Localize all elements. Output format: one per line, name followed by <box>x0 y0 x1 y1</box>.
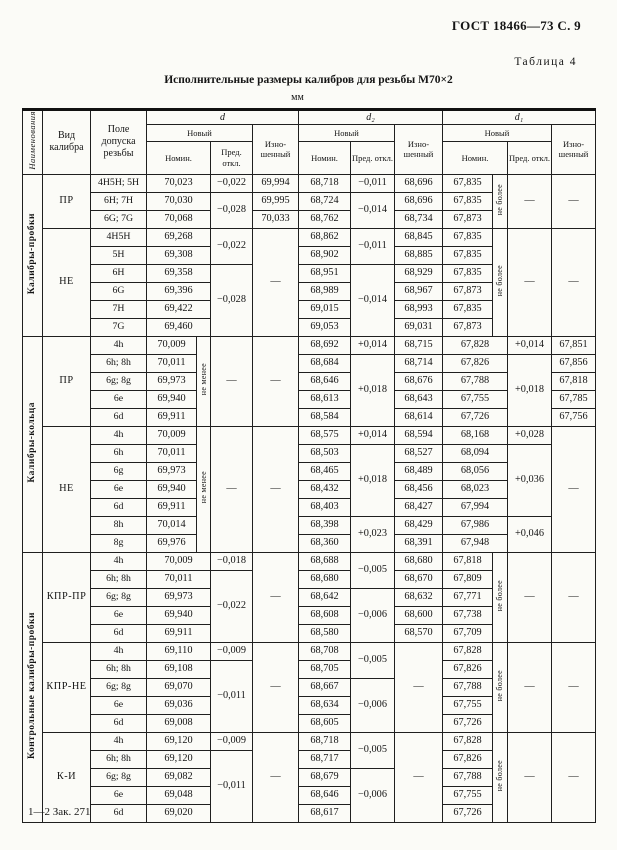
d2-nominal-cell: 69,015 <box>299 300 351 318</box>
table-row <box>23 336 596 354</box>
tolerance-field-cell: 6e <box>91 606 147 624</box>
d1-nominal-cell: 67,835 <box>443 264 493 282</box>
d2-worn-cell: 68,929 <box>395 264 443 282</box>
d1-nominal-cell: 67,873 <box>443 318 493 336</box>
tolerance-field-cell: 6g; 8g <box>91 588 147 606</box>
d-nominal-cell: 69,911 <box>147 624 211 642</box>
table-row <box>23 642 596 660</box>
d2-worn-cell: 68,391 <box>395 534 443 552</box>
d-worn-cell: — <box>253 552 299 642</box>
d2-nominal-cell: 68,684 <box>299 354 351 372</box>
d1-nominal-cell: 67,948 <box>443 534 508 552</box>
d-deviation-cell: −0,028 <box>211 264 253 336</box>
d-nominal-cell: 70,009 <box>147 336 197 354</box>
d1-nominal-cell: 67,709 <box>443 624 493 642</box>
gauge-type-cell: ПР <box>43 174 91 228</box>
tolerance-field-cell: 6e <box>91 480 147 498</box>
d-nominal-cell: 69,422 <box>147 300 211 318</box>
header-d1-nominal: Номин. <box>443 141 508 174</box>
d-nominal-cell: 69,110 <box>147 642 211 660</box>
d1-nominal-cell: 67,755 <box>443 390 508 408</box>
d-nominal-cell: 70,011 <box>147 570 211 588</box>
d1-nominal-cell: 67,835 <box>443 174 493 192</box>
d-note-rotated: не менее <box>197 336 211 426</box>
d-deviation-cell: −0,009 <box>211 732 253 750</box>
header-tolerance-field: Поле допуска резьбы <box>91 110 147 175</box>
d2-worn-cell: 68,993 <box>395 300 443 318</box>
d2-nominal-cell: 68,862 <box>299 228 351 246</box>
header-d1: d₁ <box>443 110 596 125</box>
d2-worn-cell: — <box>395 732 443 822</box>
d-nominal-cell: 69,120 <box>147 732 211 750</box>
d2-worn-cell: 68,429 <box>395 516 443 534</box>
d1-deviation-cell: — <box>508 552 552 642</box>
gauge-type-cell: НЕ <box>43 228 91 336</box>
d-nominal-cell: 70,009 <box>147 426 197 444</box>
d-note-rotated: не менее <box>197 426 211 552</box>
table-row <box>23 552 596 570</box>
d1-worn-cell: 67,756 <box>552 408 596 426</box>
header-d1-deviation: Пред. откл. <box>508 141 552 174</box>
d1-nominal-cell: 67,835 <box>443 300 493 318</box>
d2-deviation-cell: +0,018 <box>351 444 395 516</box>
tolerance-field-cell: 6d <box>91 714 147 732</box>
d1-nominal-cell: 67,755 <box>443 786 493 804</box>
d-deviation-cell: — <box>211 336 253 426</box>
d-deviation-cell: −0,022 <box>211 570 253 642</box>
d1-deviation-cell: +0,014 <box>508 336 552 354</box>
d2-nominal-cell: 68,718 <box>299 174 351 192</box>
tolerance-field-cell: 6H <box>91 264 147 282</box>
d1-worn-cell: 67,856 <box>552 354 596 372</box>
d1-nominal-cell: 68,056 <box>443 462 508 480</box>
tolerance-field-cell: 6h; 8h <box>91 750 147 768</box>
d2-worn-cell: 69,031 <box>395 318 443 336</box>
table-row <box>23 228 596 246</box>
d1-nominal-cell: 67,986 <box>443 516 508 534</box>
d1-nominal-cell: 67,771 <box>443 588 493 606</box>
d2-nominal-cell: 68,584 <box>299 408 351 426</box>
d-nominal-cell: 69,940 <box>147 390 197 408</box>
d-deviation-cell: −0,018 <box>211 552 253 570</box>
d1-nominal-cell: 67,828 <box>443 336 508 354</box>
tolerance-field-cell: 4h <box>91 732 147 750</box>
d1-deviation-cell: +0,018 <box>508 354 552 426</box>
d-deviation-cell: −0,009 <box>211 642 253 660</box>
d-nominal-cell: 69,268 <box>147 228 211 246</box>
d1-deviation-cell: — <box>508 174 552 228</box>
d2-deviation-cell: −0,006 <box>351 768 395 822</box>
doc-reference: ГОСТ 18466—73 С. 9 <box>451 18 581 33</box>
d2-worn-cell: 68,734 <box>395 210 443 228</box>
d-worn-cell: 69,995 <box>253 192 299 210</box>
d1-nominal-cell: 67,873 <box>443 282 493 300</box>
table-row <box>23 516 596 534</box>
d2-nominal-cell: 68,642 <box>299 588 351 606</box>
d-nominal-cell: 70,023 <box>147 174 211 192</box>
d2-worn-cell: 68,600 <box>395 606 443 624</box>
tolerance-field-cell: 6g; 8g <box>91 372 147 390</box>
d2-nominal-cell: 68,762 <box>299 210 351 228</box>
d2-nominal-cell: 68,989 <box>299 282 351 300</box>
d2-worn-cell: 68,456 <box>395 480 443 498</box>
tolerance-field-cell: 6e <box>91 390 147 408</box>
header-d1-new: Новый <box>443 125 552 142</box>
d1-deviation-cell: — <box>508 228 552 336</box>
d2-nominal-cell: 68,646 <box>299 372 351 390</box>
d-nominal-cell: 69,973 <box>147 372 197 390</box>
d2-nominal-cell: 68,360 <box>299 534 351 552</box>
d2-deviation-cell: −0,011 <box>351 228 395 264</box>
d1-note-rotated: не более <box>493 552 508 642</box>
d2-worn-cell: 68,676 <box>395 372 443 390</box>
header-gauge-type: Вид калибра <box>43 110 91 175</box>
d2-nominal-cell: 68,617 <box>299 804 351 822</box>
d2-worn-cell: 68,715 <box>395 336 443 354</box>
d1-nominal-cell: 67,726 <box>443 714 493 732</box>
d2-nominal-cell: 68,708 <box>299 642 351 660</box>
header-d2-deviation: Пред. откл. <box>351 141 395 174</box>
d1-note-rotated: не более <box>493 642 508 732</box>
d1-worn-cell: — <box>552 228 596 336</box>
d1-note-rotated: не более <box>493 732 508 822</box>
d2-nominal-cell: 68,718 <box>299 732 351 750</box>
d-worn-cell: — <box>253 228 299 336</box>
d1-nominal-cell: 67,788 <box>443 768 493 786</box>
gauge-type-cell: КПР-ПР <box>43 552 91 642</box>
d1-nominal-cell: 67,828 <box>443 732 493 750</box>
tolerance-field-cell: 7H <box>91 300 147 318</box>
tolerance-field-cell: 4H5H; 5H <box>91 174 147 192</box>
d2-deviation-cell: −0,005 <box>351 552 395 588</box>
d1-nominal-cell: 67,809 <box>443 570 493 588</box>
units-label: мм <box>291 92 304 103</box>
tolerance-field-cell: 4h <box>91 552 147 570</box>
tolerance-field-cell: 6G; 7G <box>91 210 147 228</box>
d2-nominal-cell: 68,465 <box>299 462 351 480</box>
d2-nominal-cell: 68,667 <box>299 678 351 696</box>
d2-worn-cell: 68,632 <box>395 588 443 606</box>
d1-nominal-cell: 67,835 <box>443 246 493 264</box>
d1-nominal-cell: 67,788 <box>443 372 508 390</box>
tolerance-field-cell: 6e <box>91 696 147 714</box>
table-row <box>23 426 596 444</box>
d-nominal-cell: 69,120 <box>147 750 211 768</box>
d1-nominal-cell: 68,168 <box>443 426 508 444</box>
d-nominal-cell: 69,070 <box>147 678 211 696</box>
d-worn-cell: — <box>253 732 299 822</box>
d1-worn-cell: — <box>552 642 596 732</box>
header-d1-worn: Изно-шенный <box>552 125 596 175</box>
gauge-type-cell: К-И <box>43 732 91 822</box>
tolerance-field-cell: 8h <box>91 516 147 534</box>
table-row <box>23 732 596 750</box>
d1-nominal-cell: 67,738 <box>443 606 493 624</box>
header-d-deviation: Пред. откл. <box>211 141 253 174</box>
tolerance-field-cell: 6d <box>91 498 147 516</box>
d-nominal-cell: 69,973 <box>147 588 211 606</box>
d1-deviation-cell: — <box>508 642 552 732</box>
gauge-type-cell: КПР-НЕ <box>43 642 91 732</box>
d-deviation-cell: −0,011 <box>211 750 253 822</box>
d-nominal-cell: 69,911 <box>147 408 197 426</box>
d1-nominal-cell: 67,835 <box>443 192 493 210</box>
tolerance-field-cell: 8g <box>91 534 147 552</box>
d-nominal-cell: 69,940 <box>147 606 211 624</box>
tolerance-field-cell: 6h; 8h <box>91 570 147 588</box>
d1-nominal-cell: 67,828 <box>443 642 493 660</box>
d2-deviation-cell: −0,005 <box>351 642 395 678</box>
d2-nominal-cell: 68,432 <box>299 480 351 498</box>
d1-worn-cell: — <box>552 174 596 228</box>
tolerance-field-cell: 6h; 8h <box>91 354 147 372</box>
d1-nominal-cell: 67,826 <box>443 354 508 372</box>
d2-worn-cell: 68,570 <box>395 624 443 642</box>
d2-nominal-cell: 68,705 <box>299 660 351 678</box>
d2-deviation-cell: −0,014 <box>351 192 395 228</box>
d2-worn-cell: 68,696 <box>395 192 443 210</box>
tolerance-field-cell: 6H; 7H <box>91 192 147 210</box>
tolerance-field-cell: 4h <box>91 642 147 660</box>
tolerance-field-cell: 6h; 8h <box>91 660 147 678</box>
d-nominal-cell: 69,008 <box>147 714 211 732</box>
d-nominal-cell: 69,358 <box>147 264 211 282</box>
table-title: Исполнительные размеры калибров для резьбы М70×2 <box>164 74 453 86</box>
d-worn-cell: — <box>253 426 299 552</box>
d2-worn-cell: 68,670 <box>395 570 443 588</box>
header-d: d <box>147 110 299 125</box>
d1-nominal-cell: 68,023 <box>443 480 508 498</box>
d-nominal-cell: 70,009 <box>147 552 211 570</box>
d-nominal-cell: 69,048 <box>147 786 211 804</box>
d2-nominal-cell: 68,688 <box>299 552 351 570</box>
d1-worn-cell: — <box>552 426 596 552</box>
d2-deviation-cell: −0,006 <box>351 678 395 732</box>
tolerance-field-cell: 7G <box>91 318 147 336</box>
gauge-type-cell: ПР <box>43 336 91 426</box>
d1-nominal-cell: 67,994 <box>443 498 508 516</box>
d2-worn-cell: 68,845 <box>395 228 443 246</box>
d-deviation-cell: −0,022 <box>211 174 253 192</box>
header-naming: Наименования <box>23 110 43 175</box>
d2-nominal-cell: 68,679 <box>299 768 351 786</box>
d-nominal-cell: 69,911 <box>147 498 197 516</box>
header-d2-nominal: Номин. <box>299 141 351 174</box>
d1-nominal-cell: 67,788 <box>443 678 493 696</box>
d2-worn-cell: 68,427 <box>395 498 443 516</box>
d2-nominal-cell: 69,053 <box>299 318 351 336</box>
d2-worn-cell: 68,680 <box>395 552 443 570</box>
d2-worn-cell: 68,527 <box>395 444 443 462</box>
d2-nominal-cell: 68,680 <box>299 570 351 588</box>
d-nominal-cell: 69,976 <box>147 534 197 552</box>
d1-nominal-cell: 67,873 <box>443 210 493 228</box>
d2-worn-cell: 68,696 <box>395 174 443 192</box>
tolerance-field-cell: 4h <box>91 336 147 354</box>
d2-nominal-cell: 68,580 <box>299 624 351 642</box>
tolerance-field-cell: 6e <box>91 786 147 804</box>
d2-nominal-cell: 68,503 <box>299 444 351 462</box>
tolerance-field-cell: 4h <box>91 426 147 444</box>
d1-deviation-cell: — <box>508 732 552 822</box>
d-deviation-cell: −0,011 <box>211 660 253 732</box>
section-label: Контрольные калибры-пробки <box>23 552 43 822</box>
d2-nominal-cell: 68,403 <box>299 498 351 516</box>
d2-worn-cell: 68,714 <box>395 354 443 372</box>
d2-nominal-cell: 68,398 <box>299 516 351 534</box>
d2-deviation-cell: −0,005 <box>351 732 395 768</box>
d-worn-cell: — <box>253 336 299 426</box>
d-deviation-cell: — <box>211 426 253 552</box>
d1-nominal-cell: 68,094 <box>443 444 508 462</box>
section-label: Калибры-пробки <box>23 174 43 336</box>
d-nominal-cell: 69,460 <box>147 318 211 336</box>
gauge-dimensions-table <box>22 108 596 823</box>
d2-worn-cell: 68,967 <box>395 282 443 300</box>
d2-worn-cell: 68,489 <box>395 462 443 480</box>
d2-deviation-cell: +0,014 <box>351 336 395 354</box>
d2-worn-cell: — <box>395 642 443 732</box>
d-nominal-cell: 70,030 <box>147 192 211 210</box>
d-nominal-cell: 69,036 <box>147 696 211 714</box>
d2-nominal-cell: 68,717 <box>299 750 351 768</box>
d1-worn-cell: — <box>552 552 596 642</box>
d2-worn-cell: 68,885 <box>395 246 443 264</box>
d-worn-cell: 70,033 <box>253 210 299 228</box>
d1-deviation-cell: +0,036 <box>508 444 552 516</box>
tolerance-field-cell: 6g <box>91 462 147 480</box>
d1-worn-cell: 67,785 <box>552 390 596 408</box>
d2-nominal-cell: 68,646 <box>299 786 351 804</box>
d-nominal-cell: 69,396 <box>147 282 211 300</box>
d1-worn-cell: — <box>552 732 596 822</box>
d2-nominal-cell: 68,613 <box>299 390 351 408</box>
tolerance-field-cell: 5H <box>91 246 147 264</box>
d-nominal-cell: 69,082 <box>147 768 211 786</box>
d-deviation-cell: −0,028 <box>211 192 253 228</box>
header-d2-worn: Изно-шенный <box>395 125 443 175</box>
table-row <box>23 354 596 372</box>
table-row <box>23 174 596 192</box>
header-d-nominal: Номин. <box>147 141 211 174</box>
d2-deviation-cell: −0,014 <box>351 264 395 336</box>
d2-nominal-cell: 68,692 <box>299 336 351 354</box>
tolerance-field-cell: 6d <box>91 624 147 642</box>
d-worn-cell: 69,994 <box>253 174 299 192</box>
d1-worn-cell: 67,851 <box>552 336 596 354</box>
tolerance-field-cell: 6g; 8g <box>91 768 147 786</box>
d2-deviation-cell: +0,014 <box>351 426 395 444</box>
d1-nominal-cell: 67,818 <box>443 552 493 570</box>
d1-nominal-cell: 67,726 <box>443 804 493 822</box>
d2-nominal-cell: 68,605 <box>299 714 351 732</box>
tolerance-field-cell: 4H5H <box>91 228 147 246</box>
d2-nominal-cell: 68,608 <box>299 606 351 624</box>
d-nominal-cell: 70,011 <box>147 444 197 462</box>
d-nominal-cell: 70,014 <box>147 516 197 534</box>
d2-nominal-cell: 68,634 <box>299 696 351 714</box>
d-nominal-cell: 70,011 <box>147 354 197 372</box>
tolerance-field-cell: 6h <box>91 444 147 462</box>
tolerance-field-cell: 6G <box>91 282 147 300</box>
d1-nominal-cell: 67,826 <box>443 660 493 678</box>
header-d2-new: Новый <box>299 125 395 142</box>
d1-deviation-cell: +0,028 <box>508 426 552 444</box>
d1-deviation-cell: +0,046 <box>508 516 552 552</box>
tolerance-field-cell: 6d <box>91 804 147 822</box>
d-nominal-cell: 69,308 <box>147 246 211 264</box>
d1-note-rotated: не более <box>493 174 508 228</box>
d1-worn-cell: 67,818 <box>552 372 596 390</box>
d1-nominal-cell: 67,726 <box>443 408 508 426</box>
d1-nominal-cell: 67,755 <box>443 696 493 714</box>
table-row <box>23 444 596 462</box>
d-worn-cell: — <box>253 642 299 732</box>
d2-nominal-cell: 68,902 <box>299 246 351 264</box>
table-number-label: Таблица 4 <box>514 56 577 68</box>
d-deviation-cell: −0,022 <box>211 228 253 264</box>
tolerance-field-cell: 6d <box>91 408 147 426</box>
gauge-type-cell: НЕ <box>43 426 91 552</box>
d-nominal-cell: 69,020 <box>147 804 211 822</box>
d1-nominal-cell: 67,835 <box>443 228 493 246</box>
d2-deviation-cell: +0,023 <box>351 516 395 552</box>
print-run-footer: 1—2 Зак. 271 <box>28 806 91 818</box>
d1-nominal-cell: 67,826 <box>443 750 493 768</box>
d-nominal-cell: 70,068 <box>147 210 211 228</box>
d2-worn-cell: 68,614 <box>395 408 443 426</box>
tolerance-field-cell: 6g; 8g <box>91 678 147 696</box>
d-nominal-cell: 69,108 <box>147 660 211 678</box>
d2-nominal-cell: 68,951 <box>299 264 351 282</box>
d2-worn-cell: 68,643 <box>395 390 443 408</box>
d-nominal-cell: 69,940 <box>147 480 197 498</box>
d1-note-rotated: не более <box>493 228 508 336</box>
d2-nominal-cell: 68,724 <box>299 192 351 210</box>
header-d-worn: Изно-шенный <box>253 125 299 175</box>
d-nominal-cell: 69,973 <box>147 462 197 480</box>
d2-worn-cell: 68,594 <box>395 426 443 444</box>
d2-deviation-cell: +0,018 <box>351 354 395 426</box>
header-d-new: Новый <box>147 125 253 142</box>
d2-deviation-cell: −0,011 <box>351 174 395 192</box>
header-d2: d₂ <box>299 110 443 125</box>
d2-deviation-cell: −0,006 <box>351 588 395 642</box>
d2-nominal-cell: 68,575 <box>299 426 351 444</box>
section-label: Калибры-кольца <box>23 336 43 552</box>
